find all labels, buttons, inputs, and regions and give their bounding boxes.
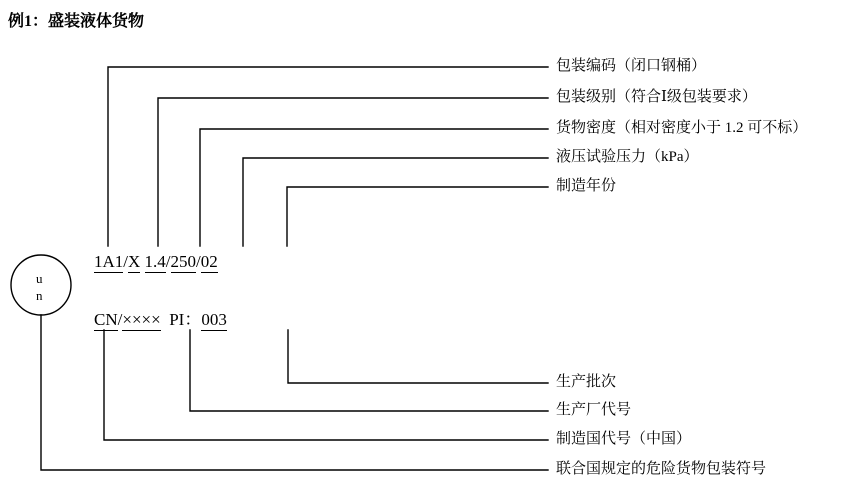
code-year: 02 — [200, 252, 218, 271]
leader-test-pressure — [243, 158, 548, 246]
code-sep-3: / — [196, 252, 201, 271]
callout-year: 制造年份 — [556, 178, 617, 194]
leader-country — [104, 330, 548, 440]
code-density: 1.4 — [144, 252, 166, 271]
leader-packing-group — [158, 98, 548, 246]
marking-line-2 — [94, 305, 227, 330]
code-sep-2: / — [165, 252, 171, 271]
callout-manufacturer: 生产厂代号 — [556, 402, 632, 418]
leader-manufacturer — [190, 330, 548, 411]
code-packing-group: X — [128, 252, 141, 271]
leader-un-symbol — [41, 315, 548, 470]
code-test-pressure: 250 — [170, 252, 197, 271]
leader-batch — [288, 330, 548, 383]
leader-year — [287, 187, 548, 246]
page-title: 例1：盛装液体货物 — [8, 13, 145, 30]
code-batch-label: PI： — [169, 310, 202, 329]
code-country: CN — [94, 310, 118, 329]
un-symbol-n: n — [36, 288, 43, 303]
callout-batch: 生产批次 — [556, 374, 617, 390]
callout-density: 货物密度（相对密度小于 1.2 可不标） — [556, 120, 808, 136]
callout-packing-group: 包装级别（符合Ⅰ级包装要求） — [556, 89, 757, 105]
code-sub-sep: / — [117, 310, 123, 329]
callout-test-pressure: 液压试验压力（kPa） — [556, 149, 699, 165]
callout-packaging-code: 包装编码（闭口钢桶） — [556, 58, 707, 74]
callout-un-symbol: 联合国规定的危险货物包装符号 — [556, 461, 767, 477]
code-batch-value: 003 — [201, 310, 227, 329]
callout-country: 制造国代号（中国） — [556, 431, 692, 447]
code-packaging-code: 1A1 — [94, 252, 124, 271]
leader-packaging-code — [108, 67, 548, 246]
code-sep-1: / — [123, 252, 129, 271]
un-symbol-u: u — [36, 271, 43, 286]
code-manufacturer: ×××× — [122, 310, 161, 329]
marking-line-1 — [94, 252, 218, 272]
